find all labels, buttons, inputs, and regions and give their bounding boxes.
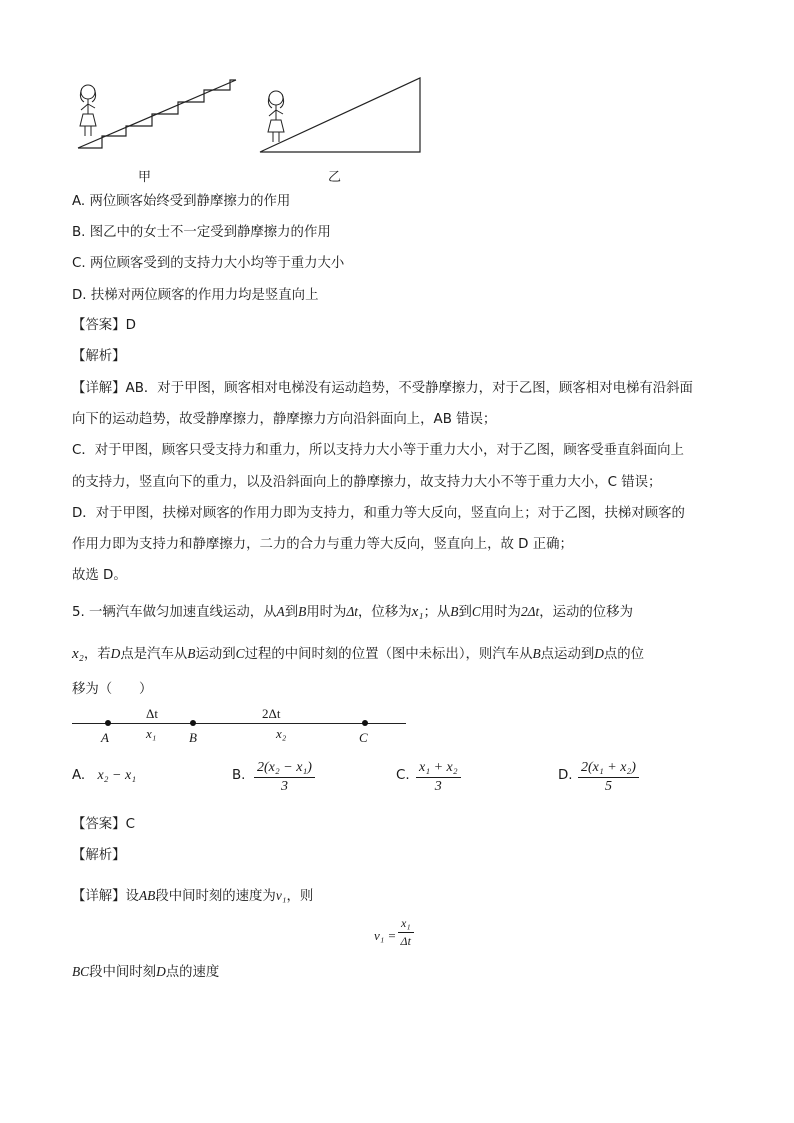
woman-figure-icon bbox=[268, 91, 284, 142]
equation-lhs: v₁ = bbox=[374, 928, 397, 943]
fraction-denominator: 3 bbox=[280, 779, 288, 794]
point-a-label: A bbox=[101, 730, 109, 745]
seg2-time-label: 2Δt bbox=[262, 706, 281, 721]
x1-ref: x₁ bbox=[411, 604, 424, 620]
point-b-ref: B bbox=[450, 604, 459, 619]
fraction-numerator: 2(x₁ + x₂) bbox=[581, 760, 636, 775]
q5-option-a bbox=[72, 768, 136, 784]
q5-text: ，位移为 bbox=[358, 605, 412, 620]
q5-option-d-fraction bbox=[578, 760, 639, 795]
q4-answer-line bbox=[72, 316, 136, 336]
q4-detail-line-7: 故选 D。 bbox=[72, 568, 127, 583]
fraction-numerator: x₁ + x₂ bbox=[419, 760, 458, 775]
q5-option-c-fraction bbox=[416, 760, 461, 795]
fraction-bar bbox=[578, 777, 639, 778]
point-a-dot bbox=[105, 720, 111, 726]
q5-text: 段中间时刻的速度为 bbox=[155, 889, 276, 904]
segment-bc-ref: BC bbox=[72, 964, 90, 979]
q5-option-b-label: B. bbox=[232, 768, 246, 783]
point-b-label: B bbox=[189, 730, 197, 745]
q5-detail-line-2 bbox=[72, 962, 219, 983]
q5-text: 用时为 bbox=[480, 605, 521, 620]
point-c-ref: C bbox=[471, 604, 481, 619]
answer-value: C bbox=[125, 817, 135, 832]
q5-detail-line-1 bbox=[72, 886, 313, 907]
q5-text: 点运动到 bbox=[540, 647, 595, 662]
q5-text: 过程的中间时刻的位置（图中未标出），则汽车从 bbox=[244, 647, 533, 662]
motion-line bbox=[72, 723, 406, 724]
q5-stem-line-3: 移为（ ） bbox=[72, 682, 153, 697]
q4-option-b: B. 图乙中的女士不一定受到静摩擦力的作用 bbox=[72, 225, 331, 240]
fraction-numerator: x₁ bbox=[401, 916, 411, 930]
figure-label-yi: 乙 bbox=[328, 170, 342, 185]
q5-text: 点的速度 bbox=[165, 965, 220, 980]
answer-label: 【答案】 bbox=[72, 318, 126, 333]
q5-option-d-label: D. bbox=[558, 768, 573, 783]
q5-text: 段中间时刻 bbox=[89, 965, 157, 980]
staircase-slope bbox=[78, 80, 236, 148]
seg1-time-label: Δt bbox=[146, 706, 158, 721]
q5-text: 到 bbox=[458, 605, 472, 620]
point-b-dot bbox=[190, 720, 196, 726]
point-d-ref: D bbox=[594, 646, 604, 661]
answer-label: 【答案】 bbox=[72, 817, 126, 832]
fraction-bar bbox=[416, 777, 461, 778]
q5-stem-line-1 bbox=[72, 602, 633, 623]
q5-text: 点是汽车从 bbox=[120, 647, 188, 662]
q4-analysis-label: 【解析】 bbox=[72, 349, 126, 364]
q5-text: 到 bbox=[284, 605, 299, 620]
q5-stem-line-2 bbox=[72, 644, 644, 665]
q4-option-c: C. 两位顾客受到的支持力大小均等于重力大小 bbox=[72, 256, 345, 271]
q5-text: ，运动的位移为 bbox=[539, 605, 633, 620]
q5-text: ，则 bbox=[286, 889, 314, 904]
q4-detail-line-5: D．对于甲图，扶梯对顾客的作用力即为支持力，和重力等大反向，竖直向上；对于乙图，扶梯对顾客的 bbox=[72, 506, 685, 521]
q5-analysis-label: 【解析】 bbox=[72, 848, 126, 863]
woman-figure-icon bbox=[80, 85, 96, 136]
q4-option-d: D. 扶梯对两位顾客的作用力均是竖直向上 bbox=[72, 288, 319, 303]
segment-ab-ref: AB bbox=[138, 888, 156, 903]
point-b-ref: B bbox=[532, 646, 541, 661]
q5-option-c-label: C. bbox=[396, 768, 410, 783]
q4-option-a: A. 两位顾客始终受到静摩擦力的作用 bbox=[72, 194, 291, 209]
q5-text: 用时为 bbox=[306, 605, 347, 620]
q4-detail-line-2: 向下的运动趋势，故受静摩擦力，静摩擦力方向沿斜面向上，AB 错误； bbox=[72, 412, 497, 427]
q5-option-b-fraction bbox=[254, 760, 315, 795]
option-label: A. bbox=[72, 768, 86, 783]
q5-text: 5. 一辆汽车做匀加速直线运动，从 bbox=[72, 605, 277, 620]
point-c-dot bbox=[362, 720, 368, 726]
q4-detail-line-1: 【详解】AB．对于甲图，顾客相对电梯没有运动趋势，不受静摩擦力，对于乙图，顾客相对电梯有沿斜面 bbox=[72, 381, 693, 396]
seg1-disp-label: x₁ bbox=[146, 726, 157, 741]
q4-detail-line-3: C．对于甲图，顾客只受支持力和重力，所以支持力大小等于重力大小，对于乙图，顾客受垂直斜面向上 bbox=[72, 443, 684, 458]
two-delta-t-ref: 2Δt bbox=[520, 604, 540, 619]
q5-motion-diagram bbox=[72, 704, 412, 750]
seg2-disp-label: x₂ bbox=[276, 726, 287, 741]
answer-value: D bbox=[125, 318, 136, 333]
point-c-ref: C bbox=[235, 646, 245, 661]
point-d-ref: D bbox=[110, 646, 121, 661]
point-b-ref: B bbox=[187, 646, 196, 661]
fraction-bar bbox=[254, 777, 315, 778]
fraction-denominator: 5 bbox=[604, 779, 612, 794]
point-a-ref: A bbox=[276, 604, 285, 619]
delta-t-ref: Δt bbox=[346, 604, 359, 619]
figure-jia-staircase bbox=[74, 74, 240, 154]
ramp-triangle bbox=[260, 78, 420, 152]
fraction-numerator: 2(x₂ − x₁) bbox=[257, 760, 312, 775]
fraction-bar bbox=[398, 932, 414, 933]
q5-text: 【详解】设 bbox=[72, 889, 139, 904]
q5-text: 点的位 bbox=[603, 647, 645, 662]
q4-detail-line-4: 的支持力，竖直向下的重力，以及沿斜面向上的静摩擦力，故支持力大小不等于重力大小，C 错误； bbox=[72, 475, 662, 490]
option-a-expr: x₂ − x₁ bbox=[97, 768, 137, 783]
q5-answer-line bbox=[72, 815, 135, 835]
equation-fraction bbox=[398, 916, 414, 949]
figure-yi-ramp bbox=[256, 74, 424, 156]
q5-text: ；从 bbox=[423, 605, 451, 620]
q4-detail-line-6: 作用力即为支持力和静摩擦力，二力的合力与重力等大反向，竖直向上，故 D 正确； bbox=[72, 537, 573, 552]
fraction-denominator: 3 bbox=[434, 779, 442, 794]
point-c-label: C bbox=[359, 730, 368, 745]
x2-ref: x₂ bbox=[72, 646, 84, 662]
point-d-ref: D bbox=[156, 964, 166, 979]
v1-ref: v₁ bbox=[275, 888, 287, 903]
q5-text: 运动到 bbox=[195, 647, 236, 662]
fraction-denominator: Δt bbox=[400, 934, 411, 948]
point-b-ref: B bbox=[298, 604, 307, 619]
q5-text: ，若 bbox=[83, 647, 111, 662]
figure-label-jia: 甲 bbox=[138, 170, 152, 185]
